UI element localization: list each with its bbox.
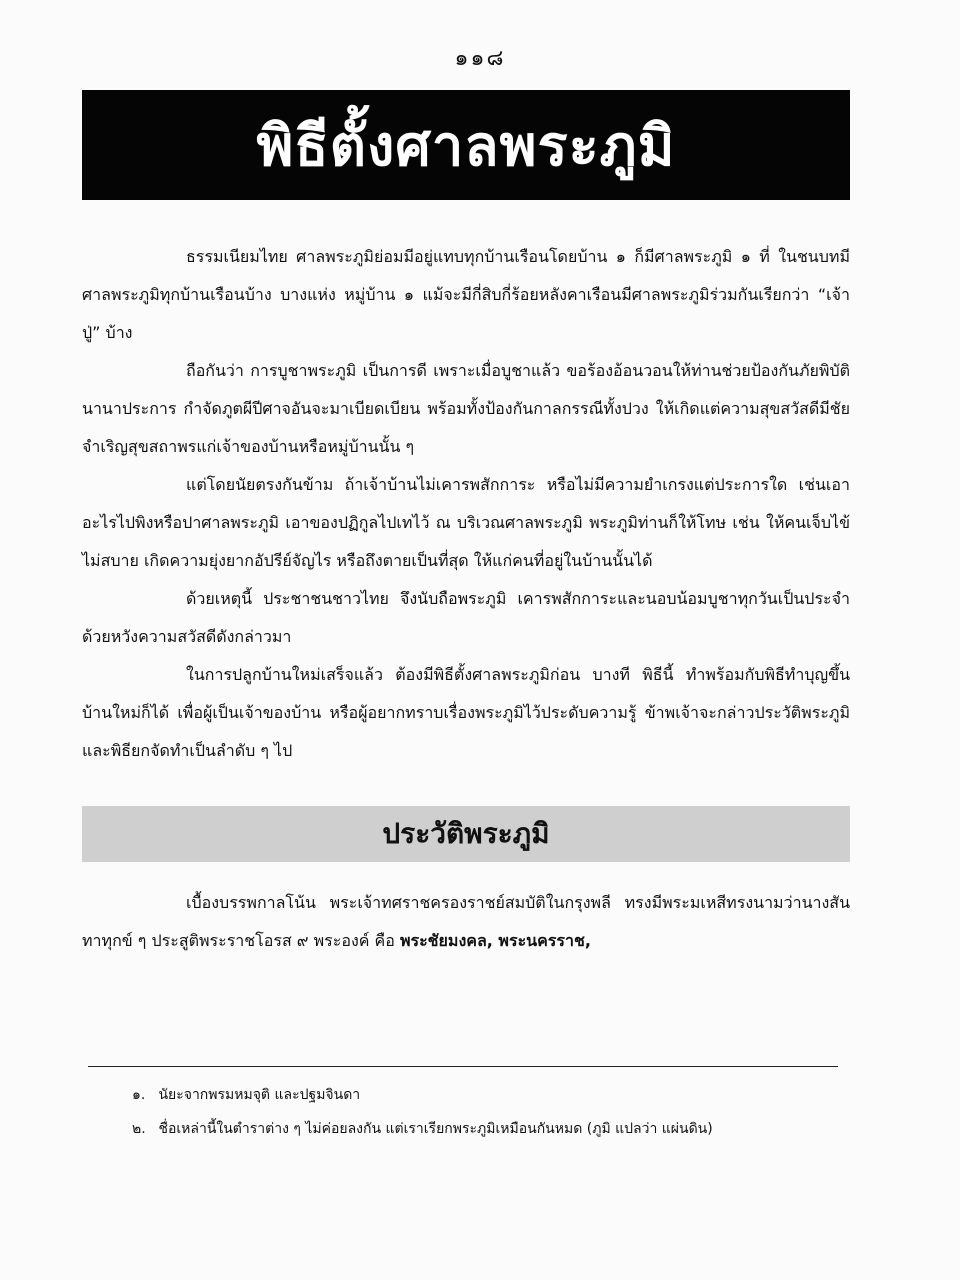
bold-names: พระชัยมงคล, พระนครราช, bbox=[399, 931, 591, 950]
paragraph bbox=[82, 884, 850, 960]
paragraph: ธรรมเนียมไทย ศาลพระภูมิย่อมมีอยู่แทบทุกบ้านเรือนโดยบ้าน ๑ ก็มีศาลพระภูมิ ๑ ที่ ในชนบทมีศาลพระภูมิทุกบ้านเรือนบ้าง บางแห่ง หมู่บ้าน ๑ แม้จะมีกี่สิบกี่ร้อยหลังคาเรือนมีศาลพระภูมิร่วมกันเรียกว่า “เจ้าปู่” บ้าง bbox=[82, 247, 850, 342]
footnote bbox=[132, 1112, 832, 1146]
footnote-text: นัยะจากพรมหมจุติ และปฐมจินดา bbox=[158, 1087, 361, 1103]
paragraph: แต่โดยนัยตรงกันข้าม ถ้าเจ้าบ้านไม่เคารพสักการะ หรือไม่มีความยำเกรงแต่ประการใด เช่นเอาอะไรไปพิงหรือปาศาลพระภูมิ เอาของปฏิกูลไปเทไว้ ณ บริเวณศาลพระภูมิ พระภูมิท่านก็ให้โทษ เช่น ให้คนเจ็บไข้ไม่สบาย เกิดความยุ่งยากอัปรีย์จัญไร หรือถึงตายเป็นที่สุด ให้แก่คนที่อยู่ในบ้านนั้นได้ bbox=[82, 475, 850, 570]
section-heading: ประวัติพระภูมิ bbox=[382, 817, 550, 850]
footnote bbox=[132, 1078, 832, 1112]
footnote-text: ชื่อเหล่านี้ในตำราต่าง ๆ ไม่ค่อยลงกัน แต่เราเรียกพระภูมิเหมือนกันหมด (ภูมิ แปลว่า แผ่นดิน) bbox=[158, 1121, 713, 1137]
title-banner bbox=[82, 90, 850, 200]
section-banner bbox=[82, 806, 850, 862]
page-title: พิธีตั้งศาลพระภูมิ bbox=[256, 113, 676, 179]
footnote-number: ๒. bbox=[132, 1121, 146, 1137]
paragraph: ด้วยเหตุนี้ ประชาชนชาวไทย จึงนับถือพระภูมิ เคารพสักการะและนอบน้อมบูชาทุกวันเป็นประจำ ด้วยหวังความสวัสดีดังกล่าวมา bbox=[82, 589, 850, 646]
paragraph: ถือกันว่า การบูชาพระภูมิ เป็นการดี เพราะเมื่อบูชาแล้ว ขอร้องอ้อนวอนให้ท่านช่วยป้องกันภัยพิบัตินานาประการ กำจัดภูตผีปีศาจอันจะมาเบียดเบียน พร้อมทั้งป้องกันกาลกรรณีทั้งปวง ให้เกิดแต่ความสุขสวัสดีมีชัยจำเริญสุขสถาพรแก่เจ้าของบ้านหรือหมู่บ้านนั้น ๆ bbox=[82, 361, 850, 456]
history-body bbox=[82, 884, 850, 960]
footnote-number: ๑. bbox=[132, 1087, 146, 1103]
footnotes bbox=[132, 1078, 832, 1146]
paragraph: ในการปลูกบ้านใหม่เสร็จแล้ว ต้องมีพิธีตั้งศาลพระภูมิก่อน บางที พิธีนี้ ทำพร้อมกับพิธีทำบุญขึ้นบ้านใหม่ก็ได้ เพื่อผู้เป็นเจ้าของบ้าน หรือผู้อยากทราบเรื่องพระภูมิไว้ประดับความรู้ ข้าพเจ้าจะกล่าวประวัติพระภูมิ และพิธียกจัดทำเป็นลำดับ ๆ ไป bbox=[82, 665, 850, 760]
intro-body bbox=[82, 238, 850, 770]
paragraph-text: เบื้องบรรพกาลโน้น พระเจ้าทศราชครองราชย์สมบัติในกรุงพลี ทรงมีพระมเหสีทรงนามว่านางสันทาทุกข์ ๆ ประสูติพระราชโอรส ๙ พระองค์ คือ bbox=[82, 893, 850, 950]
page-number: ๑๑๘ bbox=[454, 46, 506, 71]
footnote-divider bbox=[88, 1066, 838, 1067]
